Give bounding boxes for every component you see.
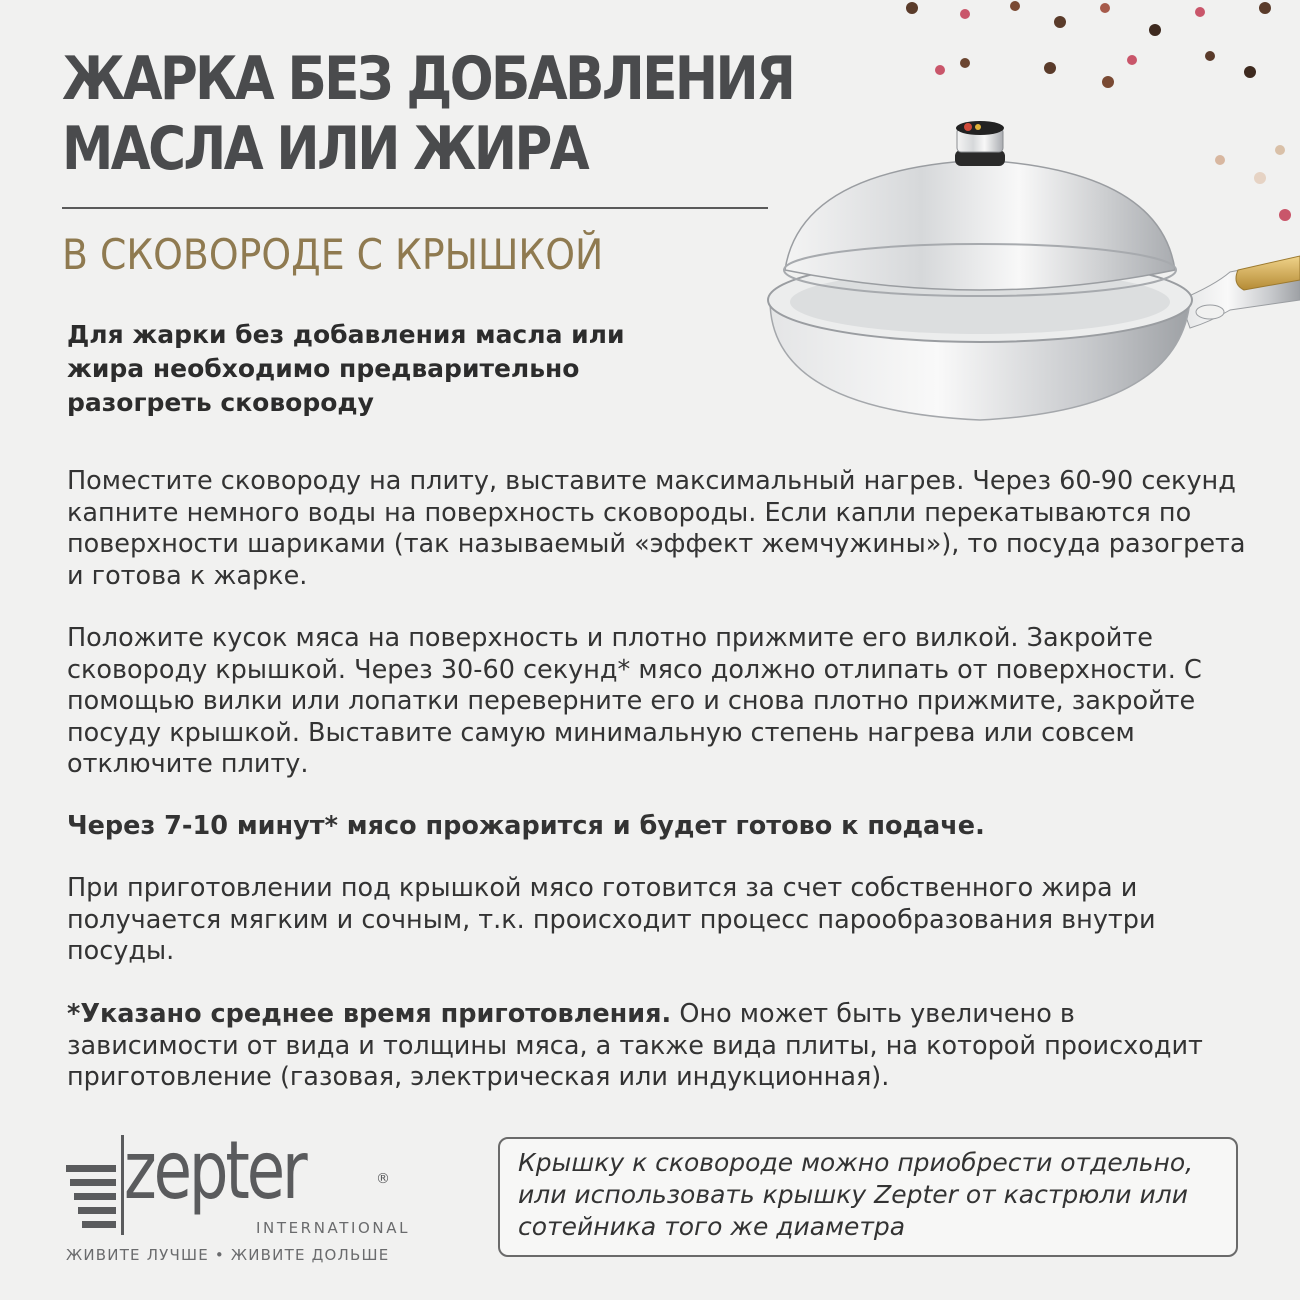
logo-wordmark: zepter xyxy=(124,1124,305,1217)
footnote-rest: Оно может быть увеличено в зависимости от вида и толщины мяса, а также вида плиты, на которой происходит приготовление (газовая, электрическая или индукционная). xyxy=(67,999,1203,1092)
lead-text: Для жарки без добавления масла или жира необходимо предварительно разогреть сковороду xyxy=(67,320,625,417)
zepter-logo xyxy=(66,1124,411,1270)
note-text: Крышку к сковороде можно приобрести отдельно, или использовать крышку Zepter от кастрюли или сотейника того же диаметра xyxy=(518,1148,1194,1241)
paragraph-fry: Положите кусок мяса на поверхность и плотно прижмите его вилкой. Закройте сковороду крышкой. Через 30-60 секунд* мясо должно отлипать от поверхности. С помощью вилки или лопатки переверните его и снова плотно прижмите, закройте посуду крышкой. Выставите самую минимальную степень нагрева или совсем отключите плиту. xyxy=(67,623,1202,779)
paragraph-footnote xyxy=(67,999,1247,1094)
title-line-1: ЖАРКА БЕЗ ДОБАВЛЕНИЯ xyxy=(62,44,794,114)
paragraph-ready: Через 7-10 минут* мясо прожарится и будет готово к подаче. xyxy=(67,811,985,841)
zepter-logo-mark-icon xyxy=(66,1135,126,1235)
note-box xyxy=(498,1137,1238,1257)
paragraph-preheat: Поместите сковороду на плиту, выставите максимальный нагрев. Через 60-90 секунд капните немного воды на поверхность сковороды. Если капли перекатываются по поверхности шариками (так называемый «эффект жемчужины»), то посуда разогрета и готова к жарке. xyxy=(67,466,1246,591)
logo-registered: ® xyxy=(376,1171,390,1187)
title-divider xyxy=(62,207,768,209)
logo-international: INTERNATIONAL xyxy=(256,1219,411,1237)
page-title xyxy=(62,44,794,184)
paragraph-lid-info: При приготовлении под крышкой мясо готовится за счет собственного жира и получается мягким и сочным, т.к. происходит процесс парообразования внутри посуды. xyxy=(67,873,1156,966)
footnote-bold: *Указано среднее время приготовления. xyxy=(67,999,672,1029)
title-line-2: МАСЛА ИЛИ ЖИРА xyxy=(62,114,588,184)
pan-illustration xyxy=(760,0,1300,440)
page-subtitle: В СКОВОРОДЕ С КРЫШКОЙ xyxy=(62,230,604,279)
logo-slogan: ЖИВИТЕ ЛУЧШЕ • ЖИВИТЕ ДОЛЬШЕ xyxy=(66,1246,390,1264)
